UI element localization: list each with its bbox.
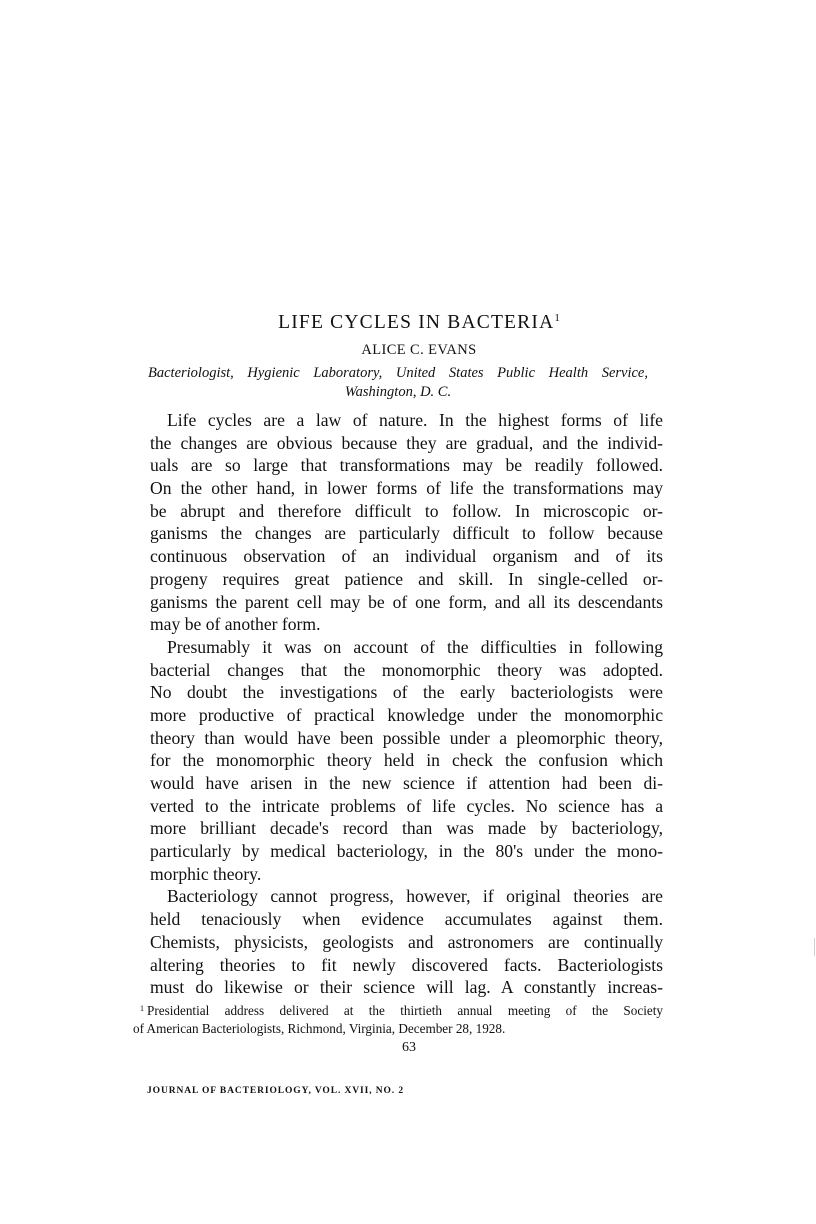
article-title-text: LIFE CYCLES IN BACTERIA — [278, 312, 555, 333]
footnote-line — [133, 1000, 663, 1020]
text-line: morphic theory. — [150, 863, 262, 884]
text-line: for the monomorphic theory held in check the confusion which — [150, 750, 663, 771]
footnote-line-text: Presidential address delivered at the thirtieth annual meeting of the Society — [147, 1003, 663, 1018]
paragraph-1 — [133, 409, 663, 636]
footnote — [133, 1000, 663, 1038]
text-line: progeny requires great patience and skill. In single-celled or- — [150, 568, 663, 589]
journal-citation: JOURNAL OF BACTERIOLOGY, VOL. XVII, NO. 2 — [147, 1086, 405, 1096]
text-line: bacterial changes that the monomorphic theory was adopted. — [150, 659, 663, 680]
text-line: must do likewise or their science will lag. A constantly increas- — [150, 977, 663, 998]
text-line: be abrupt and therefore difficult to follow. In microscopic or- — [150, 500, 663, 521]
text-line: No doubt the investigations of the early bacteriologists were — [150, 682, 663, 703]
page-number: 63 — [402, 1040, 416, 1055]
text-line: altering theories to fit newly discovered facts. Bacteriologists — [150, 954, 663, 975]
text-line: more productive of practical knowledge under the monomorphic — [150, 704, 663, 725]
text-line: Chemists, physicists, geologists and astronomers are continually — [150, 931, 663, 952]
text-line: particularly by medical bacteriology, in the 80's under the mono- — [150, 841, 663, 862]
text-line: ganisms the changes are particularly difficult to follow because — [150, 523, 663, 544]
footnote-marker: 1 — [140, 1004, 144, 1013]
scan-artifact — [814, 938, 815, 956]
text-line: would have arisen in the new science if attention had been di- — [150, 773, 663, 793]
text-line: verted to the intricate problems of life cycles. No science has a — [150, 795, 663, 816]
title-footnote-marker[interactable]: 1 — [554, 312, 560, 324]
text-line: Life cycles are a law of nature. In the highest forms of life — [167, 410, 663, 430]
footnote-line: of American Bacteriologists, Richmond, Virginia, December 28, 1928. — [133, 1021, 506, 1036]
text-line: may be of another form. — [150, 614, 321, 635]
text-line: On the other hand, in lower forms of life the transformations may — [150, 478, 663, 499]
text-line: theory than would have been possible under a pleomorphic theory, — [150, 727, 663, 748]
paragraph-2 — [133, 636, 663, 886]
text-line: held tenaciously when evidence accumulates against them. — [150, 909, 663, 930]
article-body — [133, 409, 663, 999]
text-line: continuous observation of an individual organism and of its — [150, 546, 663, 567]
text-line: more brilliant decade's record than was made by bacteriology, — [150, 818, 663, 839]
paragraph-3 — [133, 885, 663, 998]
author-name: ALICE C. EVANS — [361, 342, 477, 358]
author-affiliation: Bacteriologist, Hygienic Laboratory, United States Public Health Service, Washington, D. C. — [148, 365, 648, 400]
text-line: ganisms the parent cell may be of one form, and all its descendants — [150, 591, 663, 612]
text-line: Bacteriology cannot progress, however, if original theories are — [167, 886, 663, 907]
article-title — [0, 303, 816, 338]
text-line: uals are so large that transformations may be readily followed. — [150, 455, 663, 476]
text-line: the changes are obvious because they are gradual, and the individ- — [150, 432, 663, 453]
text-line: Presumably it was on account of the difficulties in following — [167, 636, 663, 657]
